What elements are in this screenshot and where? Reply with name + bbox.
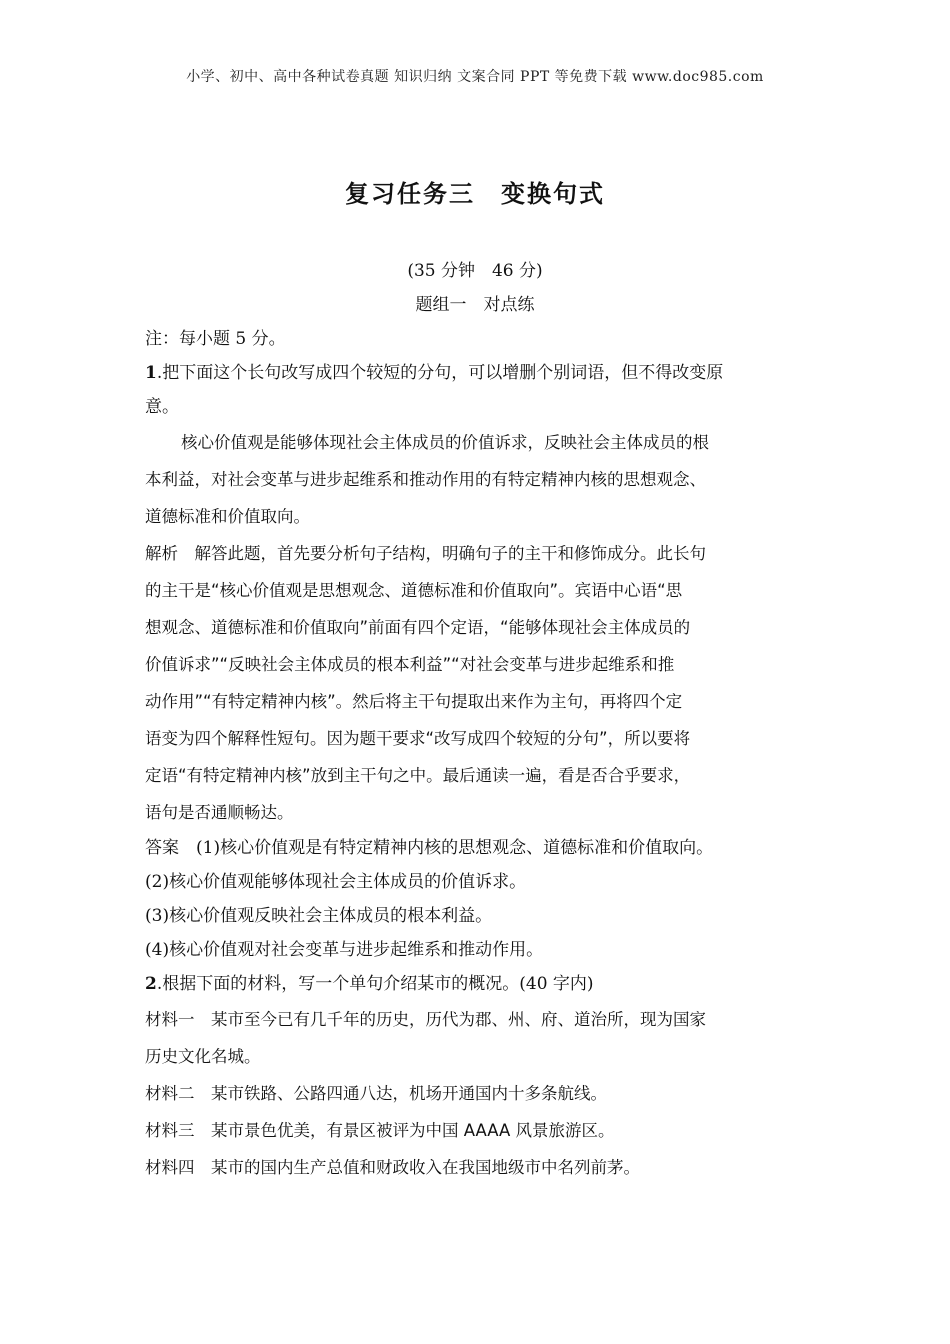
q1-answer-line: 答案 (1)核心价值观是有特定精神内核的思想观念、道德标准和价值取向。 — [145, 838, 714, 858]
q1-analysis-line: 的主干是“核心价值观是思想观念、道德标准和价值取向”。宾语中心语“思 — [145, 581, 683, 600]
q1-prompt-line-2: 意。 — [145, 397, 179, 417]
q1-passage-line: 道德标准和价值取向。 — [145, 507, 310, 526]
q1-passage-line: 核心价值观是能够体现社会主体成员的价值诉求，反映社会主体成员的根 — [181, 433, 709, 452]
q2-prompt-line — [145, 967, 811, 1001]
q1-passage-line: 本利益，对社会变革与进步起维系和推动作用的有特定精神内核的思想观念、 — [145, 470, 706, 489]
q2-material-line: 材料二 某市铁路、公路四通八达，机场开通国内十多条航线。 — [145, 1084, 607, 1103]
page-title: 复习任务三 变换句式 — [345, 179, 605, 208]
q1-analysis-line: 语变为四个解释性短句。因为题干要求“改写成四个较短的分句”，所以要将 — [145, 729, 691, 748]
q1-number: 1 — [145, 363, 157, 383]
q1-prompt-text: .把下面这个长句改写成四个较短的分句，可以增删个别词语，但不得改变原 — [156, 363, 724, 383]
time-info: (35 分钟 46 分) — [407, 261, 543, 281]
q2-material-line: 材料一 某市至今已有几千年的历史，历代为郡、州、府、道治所，现为国家 — [145, 1010, 706, 1029]
q1-analysis-line: 价值诉求”“反映社会主体成员的根本利益”“对社会变革与进步起维系和推 — [145, 655, 675, 674]
q2-prompt-text: .根据下面的材料，写一个单句介绍某市的概况。(40 字内) — [156, 974, 594, 994]
q1-analysis-line: 动作用”“有特定精神内核”。然后将主干句提取出来作为主句，再将四个定 — [145, 692, 683, 711]
q2-material-line: 材料三 某市景色优美，有景区被评为中国 AAAA 风景旅游区。 — [145, 1121, 615, 1140]
group-title: 题组一 对点练 — [415, 295, 535, 315]
q1-analysis-line: 解析 解答此题，首先要分析句子结构，明确句子的主干和修饰成分。此长句 — [145, 544, 706, 563]
q1-analysis-line: 想观念、道德标准和价值取向”前面有四个定语，“能够体现社会主体成员的 — [145, 618, 691, 637]
q1-answer-line: (4)核心价值观对社会变革与进步起维系和推动作用。 — [145, 940, 544, 960]
q2-material-line: 材料四 某市的国内生产总值和财政收入在我国地级市中名列前茅。 — [145, 1158, 640, 1177]
q1-analysis-line: 定语“有特定精神内核”放到主干句之中。最后通读一遍，看是否合乎要求， — [145, 766, 691, 785]
q1-answer-line: (3)核心价值观反映社会主体成员的根本利益。 — [145, 906, 493, 926]
q2-material-line: 历史文化名城。 — [145, 1047, 261, 1066]
header-banner: 小学、初中、高中各种试卷真题 知识归纳 文案合同 PPT 等免费下载 www.doc985.com — [186, 69, 764, 85]
q1-answer-line: (2)核心价值观能够体现社会主体成员的价值诉求。 — [145, 872, 527, 892]
q1-prompt-line — [145, 356, 811, 390]
q2-number: 2 — [145, 974, 157, 994]
q1-analysis-line: 语句是否通顺畅达。 — [145, 803, 294, 822]
note: 注：每小题 5 分。 — [145, 329, 286, 349]
content-body — [145, 322, 811, 1186]
